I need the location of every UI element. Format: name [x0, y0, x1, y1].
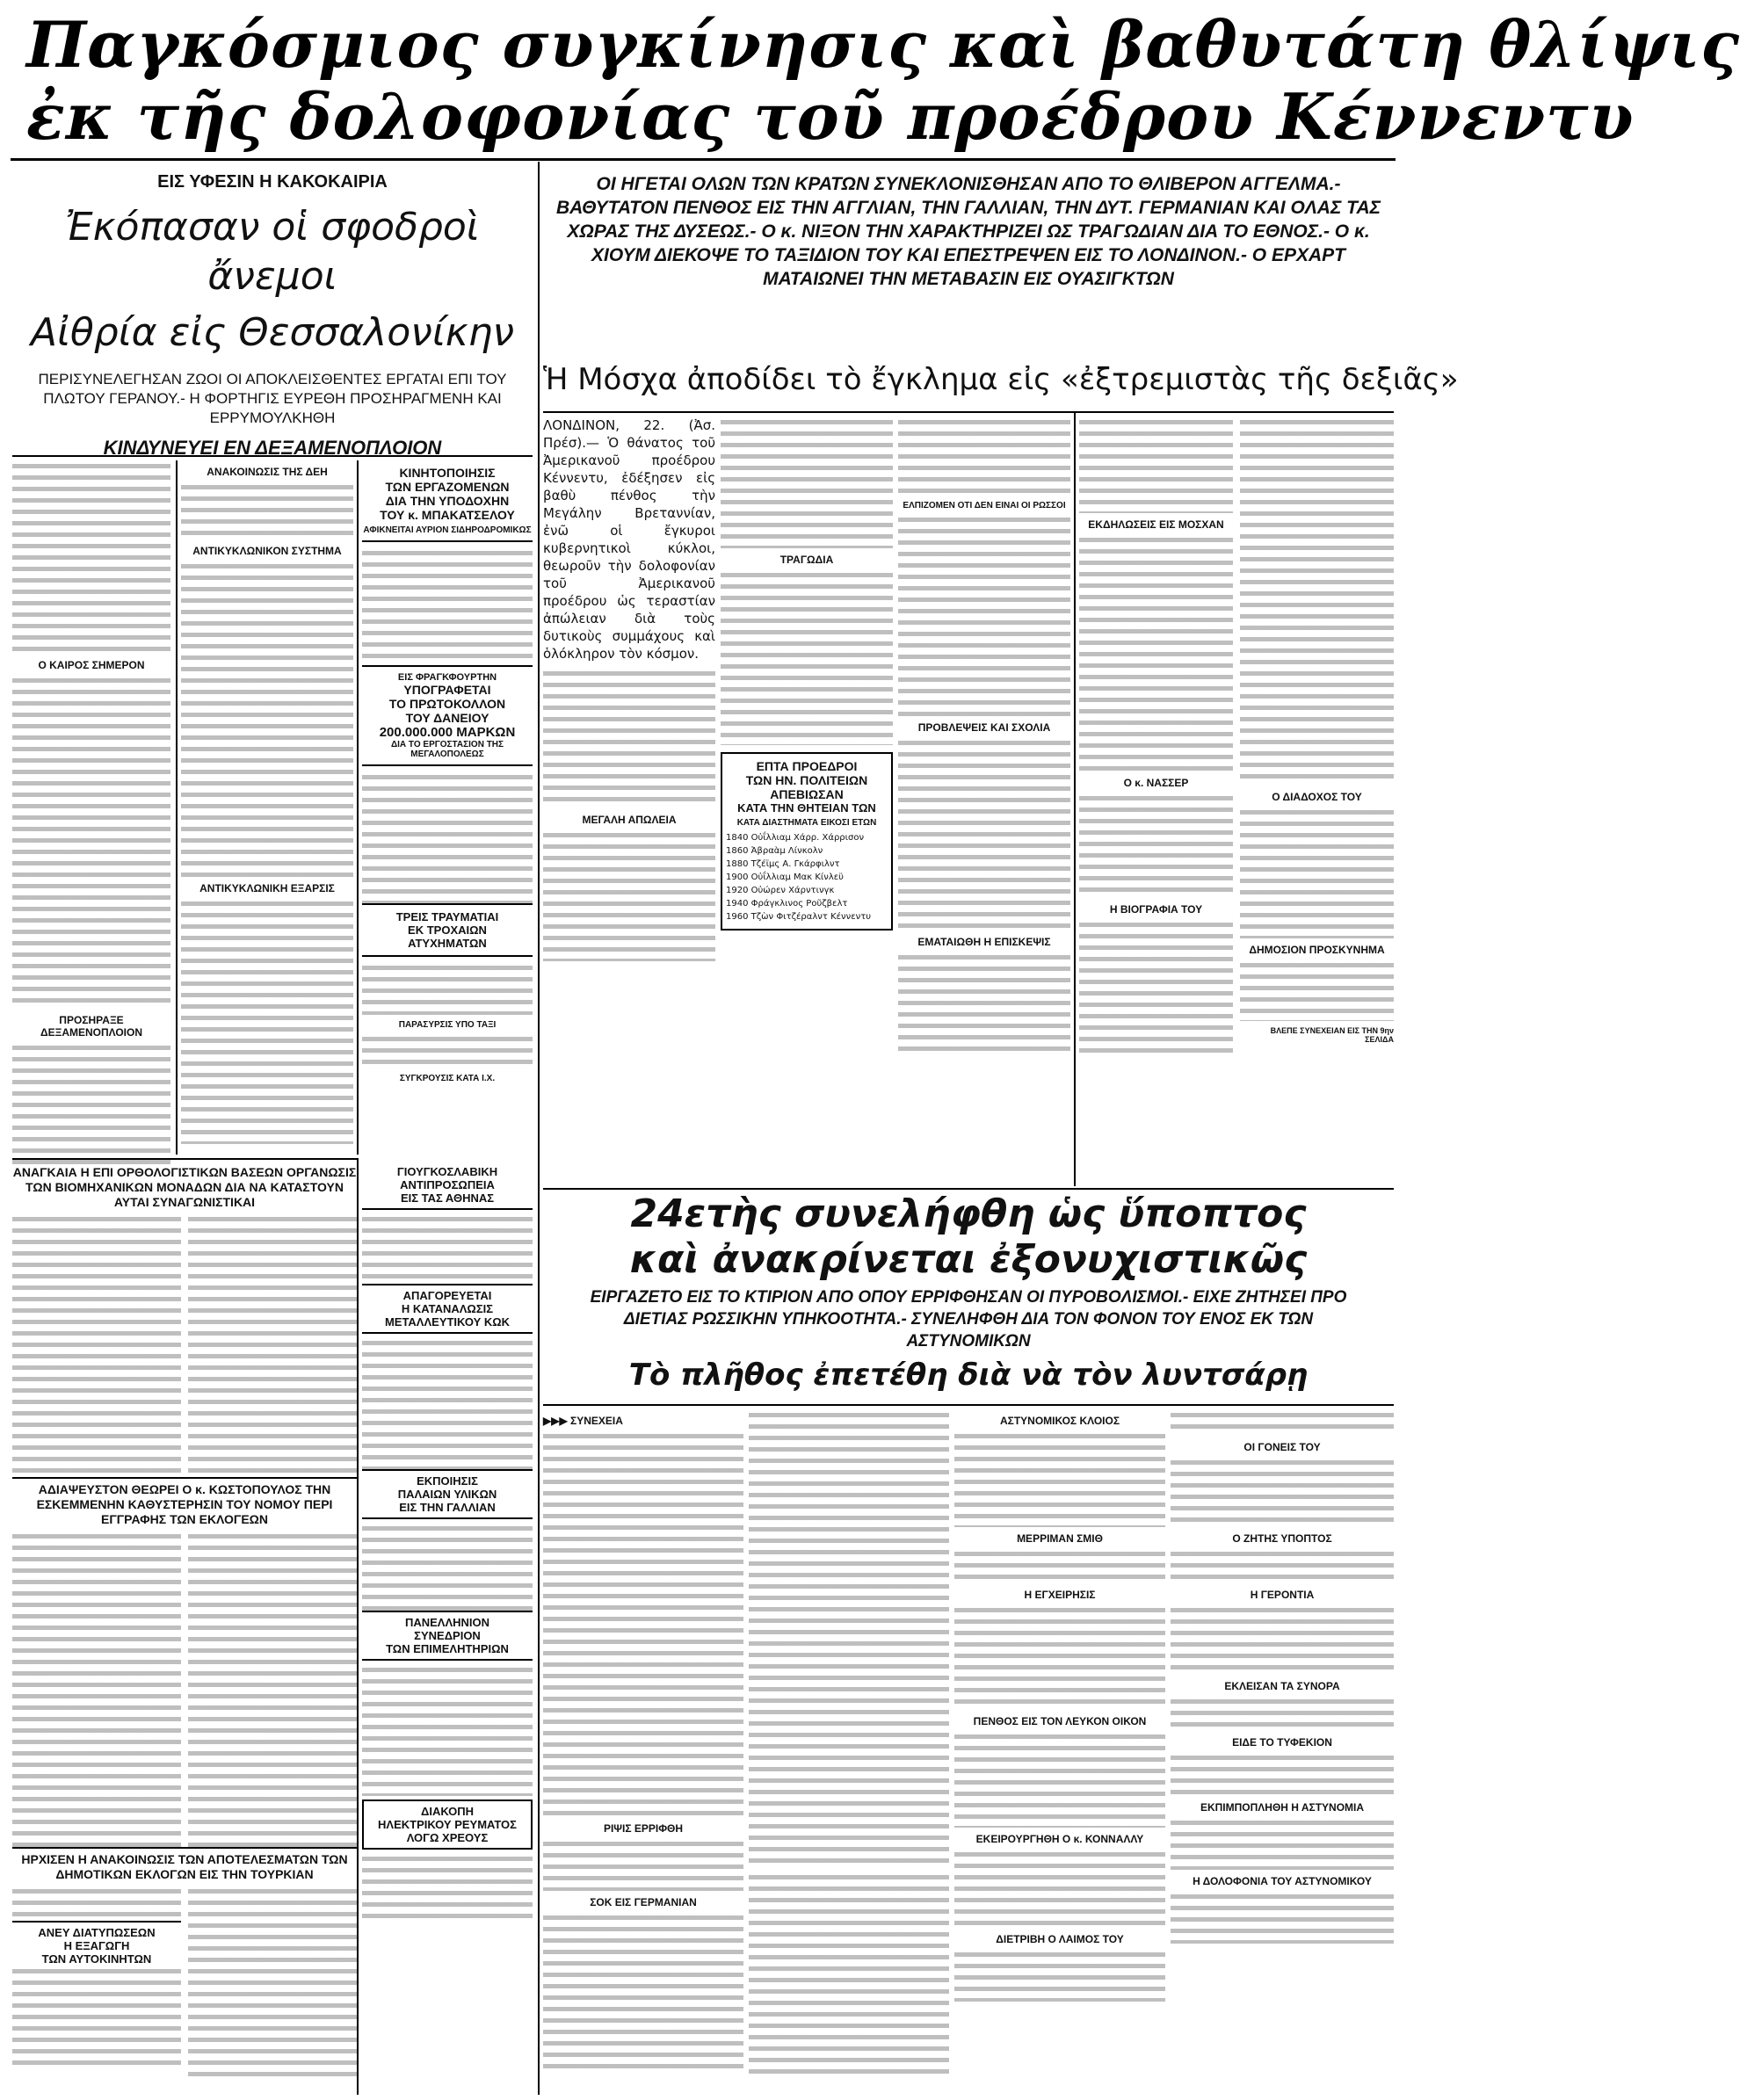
text-block	[362, 1213, 533, 1284]
text-block	[954, 1548, 1165, 1583]
arrest-title-2: καὶ ἀνακρίνεται ἐξονυχιστικῶς	[629, 1237, 1308, 1282]
loan-line1: ΥΠΟΓΡΑΦΕΤΑΙ	[403, 683, 491, 697]
yugoslav-line3: ΕΙΣ ΤΑΣ ΑΘΗΝΑΣ	[400, 1191, 495, 1205]
section-parents: ΟΙ ΓΟΝΕΙΣ ΤΟΥ	[1243, 1441, 1321, 1453]
text-block	[181, 898, 353, 1144]
power-line1: ΔΙΑΚΟΠΗ	[420, 1805, 475, 1818]
cars-line1: ΑΝΕΥ ΔΙΑΤΥΠΩΣΕΩΝ	[38, 1926, 156, 1939]
weather-title-2: Αἰθρία εἰς Θεσσαλονίκην	[30, 310, 515, 355]
presidents-line2: ΤΩΝ ΗΝ. ΠΟΛΙΤΕΙΩΝ	[745, 773, 868, 787]
loan-line3: ΤΟΥ ΔΑΝΕΙΟΥ	[405, 711, 489, 725]
coke-line1: ΑΠΑΓΟΡΕΥΕΤΑΙ	[402, 1289, 492, 1302]
banner-rule	[11, 158, 1396, 161]
arrest-subhead: ΕΙΡΓΑΖΕΤΟ ΕΙΣ ΤΟ ΚΤΙΡΙΟΝ ΑΠΟ ΟΠΟΥ ΕΡΡΙΦΘΗΣΑΝ ΟΙ ΠΥΡΟΒΟΛΙΣΜΟΙ.- ΕΙΧΕ ΖΗΤΗΣΕΙ ΠΡΟ ΔΙΕΤΙΑΣ ΡΩΣΣΙΚΗΝ ΥΠΗΚΟΟΤΗΤΑ.- ΣΥΝΕΛΗΦΘΗ ΔΙΑ ΤΟΝ ΦΟΝΟΝ ΤΟΥ ΕΝΟΣ ΕΚ ΤΩΝ ΑΣΤΥΝΟΜΙΚΩΝ	[590, 1288, 1347, 1351]
yugoslav-line1: ΓΙΟΥΓΚΟΣΛΑΒΙΚΗ	[396, 1165, 498, 1178]
cars-export-box	[12, 1921, 181, 1966]
weather-subhead: ΠΕΡΙΣΥΝΕΛΕΓΗΣΑΝ ΖΩΟΙ ΟΙ ΑΠΟΚΛΕΙΣΘΕΝΤΕΣ ΕΡΓΑΤΑΙ ΕΠΙ ΤΟΥ ΠΛΩΤΟΥ ΓΕΡΑΝΟΥ.- Η ΦΟΡΤΗΓΙΣ ΕΥΡΕΘΗ ΠΡΟΣΗΡΑΓΜΕΝΗ ΚΑΙ ΕΡΡΥΜΟΥΛΚΗΘΗ	[38, 371, 507, 426]
divider	[176, 460, 178, 1155]
text-block	[181, 561, 353, 877]
text-block	[362, 962, 533, 1015]
chambers-box	[362, 1611, 533, 1661]
text-block	[188, 1886, 357, 2079]
text-block	[1240, 416, 1394, 786]
text-block	[543, 829, 715, 961]
section-visit-cancelled: ΕΜΑΤΑΙΩΘΗ Η ΕΠΙΣΚΕΨΙΣ	[917, 936, 1051, 948]
rule	[12, 1158, 357, 1160]
strike-box	[362, 460, 533, 542]
president-item: 1920 Οὐώρεν Χάρντινγκ	[726, 886, 835, 895]
materials-line2: ΠΑΛΑΙΩΝ ΥΛΙΚΩΝ	[397, 1488, 497, 1501]
kennedy-col-3	[898, 416, 1070, 1186]
text-block	[749, 1872, 949, 2074]
section-germany-shock: ΣΟΚ ΕΙΣ ΓΕΡΜΑΝΙΑΝ	[590, 1896, 697, 1908]
loan-line2: ΤΟ ΠΡΩΤΟΚΟΛΛΟΝ	[388, 697, 506, 711]
section-throat: ΔΙΕΤΡΙΒΗ Ο ΛΑΙΜΟΣ ΤΟΥ	[996, 1933, 1124, 1945]
presidents-box	[721, 752, 893, 931]
text-block	[181, 482, 353, 539]
text-block	[362, 1033, 533, 1068]
moscow-headline: Ἡ Μόσχα ἀποδίδει τὸ ἔγκλημα εἰς «ἐξτρεμιστὰς τῆς δεξιᾶς»	[543, 362, 1459, 397]
text-block	[543, 1430, 743, 1817]
president-item: 1900 Οὐΐλλιαμ Μακ Κίνλεϋ	[726, 873, 844, 882]
section-surgery: Η ΕΓΧΕΙΡΗΣΙΣ	[1024, 1589, 1096, 1601]
banner-headline-line1: Παγκόσμιος συγκίνησις καὶ βαθυτάτη θλίψις	[26, 7, 1740, 82]
text-block	[12, 460, 170, 654]
text-block	[1171, 1891, 1394, 1944]
text-block	[721, 569, 893, 745]
section-senate: Η ΓΕΡΟΝΤΙΑ	[1250, 1589, 1315, 1601]
weather-danger-head: ΚΙΝΔΥΝΕΥΕΙ ΕΝ ΔΕΞΑΜΕΝΟΠΛΟΙΟΝ	[103, 437, 442, 459]
weather-body-column	[12, 460, 170, 1155]
coke-box	[362, 1284, 533, 1334]
presidents-line5: ΚΑΤΑ ΔΙΑΣΤΗΜΑΤΑ ΕΙΚΟΣΙ ΕΤΩΝ	[736, 818, 877, 828]
section-taxi: ΠΑΡΑΣΥΡΣΙΣ ΥΠΟ ΤΑΞΙ	[398, 1020, 497, 1030]
divider	[357, 460, 359, 1155]
kennedy-col-2	[721, 416, 893, 1186]
text-block	[362, 547, 533, 662]
turkey-headline: ΗΡΧΙΣΕΝ Η ΑΝΑΚΟΙΝΩΣΙΣ ΤΩΝ ΑΠΟΤΕΛΕΣΜΑΤΩΝ ΤΩΝ ΔΗΜΟΤΙΚΩΝ ΕΚΛΟΓΩΝ ΕΙΣ ΤΗΝ ΤΟΥΡΚΙΑΝ	[12, 1847, 357, 1886]
section-tanker: ΠΡΟΣΗΡΑΞΕ ΔΕΞΑΜΕΝΟΠΛΟΙΟΝ	[40, 1014, 143, 1039]
chambers-line2: ΣΥΝΕΔΡΙΟΝ	[414, 1629, 481, 1642]
kennedy-col-1	[543, 416, 715, 1186]
accidents-line2: ΕΚ ΤΡΟΧΑΙΩΝ	[408, 923, 487, 937]
loan-box	[362, 665, 533, 766]
cars-line2: Η ΕΞΑΓΩΓΗ	[63, 1939, 130, 1952]
strike-line1: ΚΙΝΗΤΟΠΟΙΗΣΙΣ	[399, 466, 496, 480]
kennedy-deck-text: ΟΙ ΗΓΕΤΑΙ ΟΛΩΝ ΤΩΝ ΚΡΑΤΩΝ ΣΥΝΕΚΛΟΝΙΣΘΗΣΑΝ ΑΠΟ ΤΟ ΘΛΙΒΕΡΟΝ ΑΓΓΕΛΜΑ.- ΒΑΘΥΤΑΤΟΝ ΠΕΝΘΟΣ ΕΙΣ ΤΗΝ ΑΓΓΛΙΑΝ, ΤΗΝ ΓΑΛΛΙΑΝ, ΤΗΝ ΔΥΤ. ΓΕΡΜΑΝΙΑΝ ΚΑΙ ΟΛΑΣ ΤΑΣ ΧΩΡΑΣ ΤΗΣ ΔΥΣΕΩΣ.- Ο κ. ΝΙΞΟΝ ΤΗΝ ΧΑΡΑΚΤΗΡΙΖΕΙ ΩΣ ΤΡΑΓΩΔΙΑΝ ΔΙΑ ΤΟ ΕΘΝΟΣ.- Ο κ. ΧΙΟΥΜ ΔΙΕΚΟΨΕ ΤΟ ΤΑΞΙΔΙΟΝ ΤΟΥ ΚΑΙ ΕΠΕΣΤΡΕΨΕΝ ΕΙΣ ΤΟ ΛΟΝΔΙΝΟΝ.- Ο ΕΡΧΑΡΤ ΜΑΤΑΙΩΝΕΙ ΤΗΝ ΜΕΤΑΒΑΣΙΝ ΕΙΣ ΟΥΑΣΙΓΚΤΩΝ	[555, 174, 1381, 289]
text-block	[898, 514, 1070, 716]
loan-line4: 200.000.000 ΜΑΡΚΩΝ	[379, 725, 516, 740]
kostopoulos-headline: ΑΔΙΑΨΕΥΣΤΟΝ ΘΕΩΡΕΙ Ο κ. ΚΩΣΤΟΠΟΥΛΟΣ ΤΗΝ ΕΣΚΕΜΜΕΝΗΝ ΚΑΘΥΣΤΕΡΗΣΙΝ ΤΟΥ ΝΟΜΟΥ ΠΕΡΙ ΕΓΓΡΑΦΗΣ ΤΩΝ ΕΚΛΟΓΕΩΝ	[12, 1477, 357, 1531]
london-dateline-lead: ΛΟΝΔΙΝΟΝ, 22. (Ἀσ. Πρέσ).— Ὁ θάνατος τοῦ Ἀμερικανοῦ προέδρου Κέννεντυ, ἐδέξησεν εἰς βαθὺ πένθος τὴν Μεγάλην Βρεταννίαν, ἐνῶ οἱ ἔγκυροι κυβερνητικοὶ κύκλοι, θεωροῦν τὴν δολοφονίαν τοῦ Ἀμερικανοῦ προέδρου ὡς τεραστίαν ἀπώλειαν διὰ τοὺς δυτικοὺς συμμάχους καὶ ὁλόκληρον τὸν κόσμον.	[543, 417, 715, 662]
banner-headline-line2: ἐκ τῆς δολοφονίας τοῦ προέδρου Κέννεντυ	[26, 79, 1635, 154]
cars-line3: ΤΩΝ ΑΥΤΟΚΙΝΗΤΩΝ	[41, 1952, 152, 1966]
yugoslav-line2: ΑΝΤΙΠΡΟΣΩΠΕΙΑ	[400, 1178, 495, 1191]
section-successor: Ο ΔΙΑΔΟΧΟΣ ΤΟΥ	[1272, 791, 1362, 803]
text-block	[1171, 1817, 1394, 1870]
power-cut-box	[362, 1799, 533, 1850]
text-block	[12, 1042, 170, 1165]
accidents-line1: ΤΡΕΙΣ ΤΡΑΥΜΑΤΙΑΙ	[395, 910, 499, 923]
section-officer-murder: Η ΔΟΛΟΦΟΝΙΑ ΤΟΥ ΑΣΤΥΝΟΜΙΚΟΥ	[1193, 1875, 1372, 1887]
rule	[543, 1188, 1394, 1190]
text-block	[1171, 1409, 1394, 1436]
crowd-headline-box	[543, 1353, 1394, 1402]
crowd-headline: Τὸ πλῆθος ἐπετέθη διὰ νὰ τὸν λυντσάρῃ	[628, 1358, 1309, 1393]
loan-line5: ΔΙΑ ΤΟ ΕΡΓΟΣΤΑΣΙΟΝ ΤΗΣ ΜΕΓΑΛΟΠΟΛΕΩΣ	[390, 740, 504, 759]
text-block	[543, 668, 715, 808]
text-block	[1171, 1548, 1394, 1583]
text-block	[1171, 1696, 1394, 1731]
coke-line3: ΜΕΤΑΛΛΕΥΤΙΚΟΥ ΚΩΚ	[384, 1315, 511, 1329]
column-divider-left	[538, 162, 540, 2095]
rule	[543, 411, 1394, 413]
arrest-title-1: 24ετὴς συνελήφθη ὡς ὕποπτος	[630, 1191, 1307, 1236]
text-block	[898, 737, 1070, 931]
section-anticyclone-rise: ΑΝΤΙΚΥΚΛΩΝΙΚΗ ΕΞΑΡΣΙΣ	[199, 882, 335, 894]
section-rifle: ΕΙΔΕ ΤΟ ΤΥΦΕΚΙΟΝ	[1232, 1736, 1332, 1749]
section-dei-announcement: ΑΝΑΚΟΙΝΩΣΙΣ ΤΗΣ ΔΕΗ	[207, 466, 328, 478]
text-block	[543, 1838, 743, 1891]
materials-line3: ΕΙΣ ΤΗΝ ΓΑΛΛΙΑΝ	[399, 1501, 496, 1514]
text-block	[362, 771, 533, 903]
text-block	[1171, 1752, 1394, 1796]
president-item: 1940 Φράγκλινος Ροῦζβελτ	[726, 899, 848, 909]
text-block	[1240, 807, 1394, 938]
weather-headline-block	[12, 163, 533, 459]
text-block	[362, 1853, 533, 1923]
text-block	[1171, 1457, 1394, 1527]
briefs-column	[362, 1162, 533, 2093]
section-great-loss: ΜΕΓΑΛΗ ΑΠΩΛΕΙΑ	[582, 814, 677, 826]
section-white-house-mourning: ΠΕΝΘΟΣ ΕΙΣ ΤΟΝ ΛΕΥΚΟΝ ΟΙΚΟΝ	[973, 1715, 1147, 1727]
text-block	[954, 1430, 1165, 1527]
power-line3: ΛΟΓΩ ΧΡΕΟΥΣ	[406, 1831, 489, 1844]
strike-line3: ΔΙΑ ΤΗΝ ΥΠΟΔΟΧΗΝ	[385, 494, 510, 508]
yugoslav-box	[362, 1162, 533, 1210]
section-collision: ΣΥΓΚΡΟΥΣΙΣ ΚΑΤΑ Ι.Χ.	[399, 1074, 496, 1083]
arrest-col-1	[543, 1409, 743, 2095]
presidents-line4: ΚΑΤΑ ΤΗΝ ΘΗΤΕΙΑΝ ΤΩΝ	[737, 801, 876, 815]
text-block	[1240, 959, 1394, 1021]
presidents-line1: ΕΠΤΑ ΠΡΟΕΔΡΟΙ	[756, 759, 858, 773]
section-public-homage: ΔΗΜΟΣΙΟΝ ΠΡΟΣΚΥΝΗΜΑ	[1249, 944, 1385, 956]
section-borders-closed: ΕΚΛΕΙΣΑΝ ΤΑ ΣΥΝΟΡΑ	[1224, 1680, 1340, 1692]
rule	[543, 1404, 1394, 1406]
section-suspect: Ο ΖΗΤΗΣ ΥΠΟΠΤΟΣ	[1232, 1532, 1332, 1545]
arrow-icon: ▶▶▶	[543, 1415, 571, 1427]
text-block	[721, 416, 893, 548]
text-block	[1171, 1604, 1394, 1675]
text-block	[954, 1604, 1165, 1710]
arrest-col-2	[749, 1409, 949, 2095]
divider	[357, 1158, 359, 2095]
text-block	[749, 1409, 949, 1866]
industry-headline: ΑΝΑΓΚΑΙΑ Η ΕΠΙ ΟΡΘΟΛΟΓΙΣΤΙΚΩΝ ΒΑΣΕΩΝ ΟΡΓΑΝΩΣΙΣ ΤΩΝ ΒΙΟΜΗΧΑΝΙΚΩΝ ΜΟΝΑΔΩΝ ΔΙΑ ΝΑ ΚΑΤΑΣΤΟΥΝ ΑΥΤΑΙ ΣΥΝΑΓΩΝΙΣΤΙΚΑΙ	[12, 1165, 357, 1209]
weather-rule	[12, 455, 533, 457]
text-block	[362, 1523, 533, 1611]
text-block	[188, 1213, 357, 1477]
strike-line5: ΑΦΙΚΝΕΙΤΑΙ ΑΥΡΙΟΝ ΣΙΔΗΡΟΔΡΟΜΙΚΩΣ	[363, 525, 532, 535]
section-biography: Η ΒΙΟΓΡΑΦΙΑ ΤΟΥ	[1109, 903, 1203, 916]
president-item: 1960 Τζὼν Φιτζέραλντ Κέννεντυ	[726, 912, 872, 922]
text-block	[12, 1531, 181, 1847]
text-block	[954, 1949, 1165, 2002]
arrest-col-3	[954, 1409, 1165, 2095]
section-forecasts: ΠΡΟΒΛΕΨΕΙΣ ΚΑΙ ΣΧΟΛΙΑ	[917, 721, 1051, 734]
strike-line4: ΤΟΥ κ. ΜΠΑΚΑΤΣΕΛΟΥ	[380, 508, 515, 522]
section-merriman-smith: ΜΕΡΡΙΜΑΝ ΣΜΙΘ	[1017, 1532, 1103, 1545]
coke-line2: Η ΚΑΤΑΝΑΛΩΣΙΣ	[401, 1302, 494, 1315]
materials-line1: ΕΚΠΟΙΗΣΙΣ	[417, 1474, 478, 1488]
text-block	[898, 416, 1070, 496]
continued-arrow	[543, 1415, 743, 1427]
loan-kicker: ΕΙΣ ΦΡΑΓΚΦΟΥΡΤΗΝ	[397, 672, 497, 683]
accidents-box	[362, 903, 533, 957]
section-tragedy: ΤΡΑΓΩΔΙΑ	[779, 554, 834, 566]
moscow-headline-box	[543, 353, 1459, 409]
president-item: 1840 Οὐΐλλιαμ Χάρρ. Χάρρισον	[726, 833, 865, 843]
presidents-line3: ΑΠΕΒΙΩΣΑΝ	[770, 787, 844, 801]
text-block	[362, 1664, 533, 1796]
section-not-russians: ΕΛΠΙΖΟΜΕΝ ΟΤΙ ΔΕΝ ΕΙΝΑΙ ΟΙ ΡΩΣΣΟΙ	[903, 501, 1066, 511]
continued-note: ΒΛΕΠΕ ΣΥΝΕΧΕΙΑΝ ΕΙΣ ΤΗΝ 9ην ΣΕΛΙΔΑ	[1270, 1026, 1394, 1044]
text-block	[12, 1886, 181, 1921]
strike-line2: ΤΩΝ ΕΡΓΑΖΟΜΕΝΩΝ	[385, 480, 510, 494]
section-police-cordon: ΑΣΤΥΝΟΜΙΚΟΣ ΚΛΟΙΟΣ	[999, 1415, 1120, 1427]
section-nasser: Ο κ. ΝΑΣΣΕΡ	[1123, 777, 1189, 789]
arrest-col-4	[1171, 1409, 1394, 2095]
weather-kicker: ΕΙΣ ΥΦΕΣΙΝ Η ΚΑΚΟΚΑΙΡΙΑ	[157, 172, 388, 192]
chambers-line1: ΠΑΝΕΛΛΗΝΙΟΝ	[404, 1616, 490, 1629]
text-block	[12, 1966, 181, 2071]
presidents-list	[726, 831, 888, 923]
president-item: 1880 Τζέϊμς Α. Γκάρφιλντ	[726, 859, 840, 869]
text-block	[954, 1849, 1165, 1928]
text-block	[1079, 416, 1233, 513]
text-block	[1079, 919, 1233, 1060]
text-block	[1079, 534, 1233, 771]
power-line2: ΗΛΕΚΤΡΙΚΟΥ ΡΕΥΜΑΤΟΣ	[378, 1818, 517, 1831]
text-block	[543, 1912, 743, 2070]
president-item: 1860 Ἀβραὰμ Λίνκολν	[726, 846, 823, 856]
text-block	[898, 952, 1070, 1057]
section-police-mobilized: ΕΚΠΙΜΠΟΠΛΗΘΗ Η ΑΣΤΥΝΟΜΙΑ	[1200, 1801, 1365, 1814]
section-weather-today: Ο ΚΑΙΡΟΣ ΣΗΜΕΡΟΝ	[38, 659, 145, 671]
dei-column	[181, 460, 353, 1155]
text-block	[12, 675, 170, 1009]
text-block	[362, 1337, 533, 1469]
text-block	[954, 1731, 1165, 1828]
kennedy-deck	[543, 163, 1394, 348]
materials-box	[362, 1469, 533, 1519]
column-divider-right	[1074, 413, 1076, 1186]
strike-loan-column	[362, 460, 533, 1155]
section-connally-surgery: ΕΚΕΙΡΟΥΡΓΗΘΗ Ο κ. ΚΟΝΝΑΛΛΥ	[975, 1833, 1144, 1845]
chambers-line3: ΤΩΝ ΕΠΙΜΕΛΗΤΗΡΙΩΝ	[386, 1642, 509, 1655]
section-shot-fired: ΡΙΨΙΣ ΕΡΡΙΦΘΗ	[603, 1822, 684, 1835]
left-bottom-column	[12, 1162, 357, 2093]
text-block	[12, 1213, 181, 1477]
arrest-headline-block	[543, 1191, 1394, 1350]
weather-title-1: Ἐκόπασαν οἱ σφοδροὶ ἄνεμοι	[65, 205, 480, 299]
section-anticyclone: ΑΝΤΙΚΥΚΛΩΝΙΚΟΝ ΣΥΣΤΗΜΑ	[192, 545, 342, 557]
kennedy-col-4	[1079, 416, 1394, 1186]
text-block	[188, 1531, 357, 1847]
section-continued: ΣΥΝΕΧΕΙΑ	[570, 1415, 623, 1427]
text-block	[1079, 793, 1233, 898]
accidents-line3: ΑΤΥΧΗΜΑΤΩΝ	[408, 937, 487, 950]
section-moscow-reactions: ΕΚΔΗΛΩΣΕΙΣ ΕΙΣ ΜΟΣΧΑΝ	[1088, 518, 1224, 531]
